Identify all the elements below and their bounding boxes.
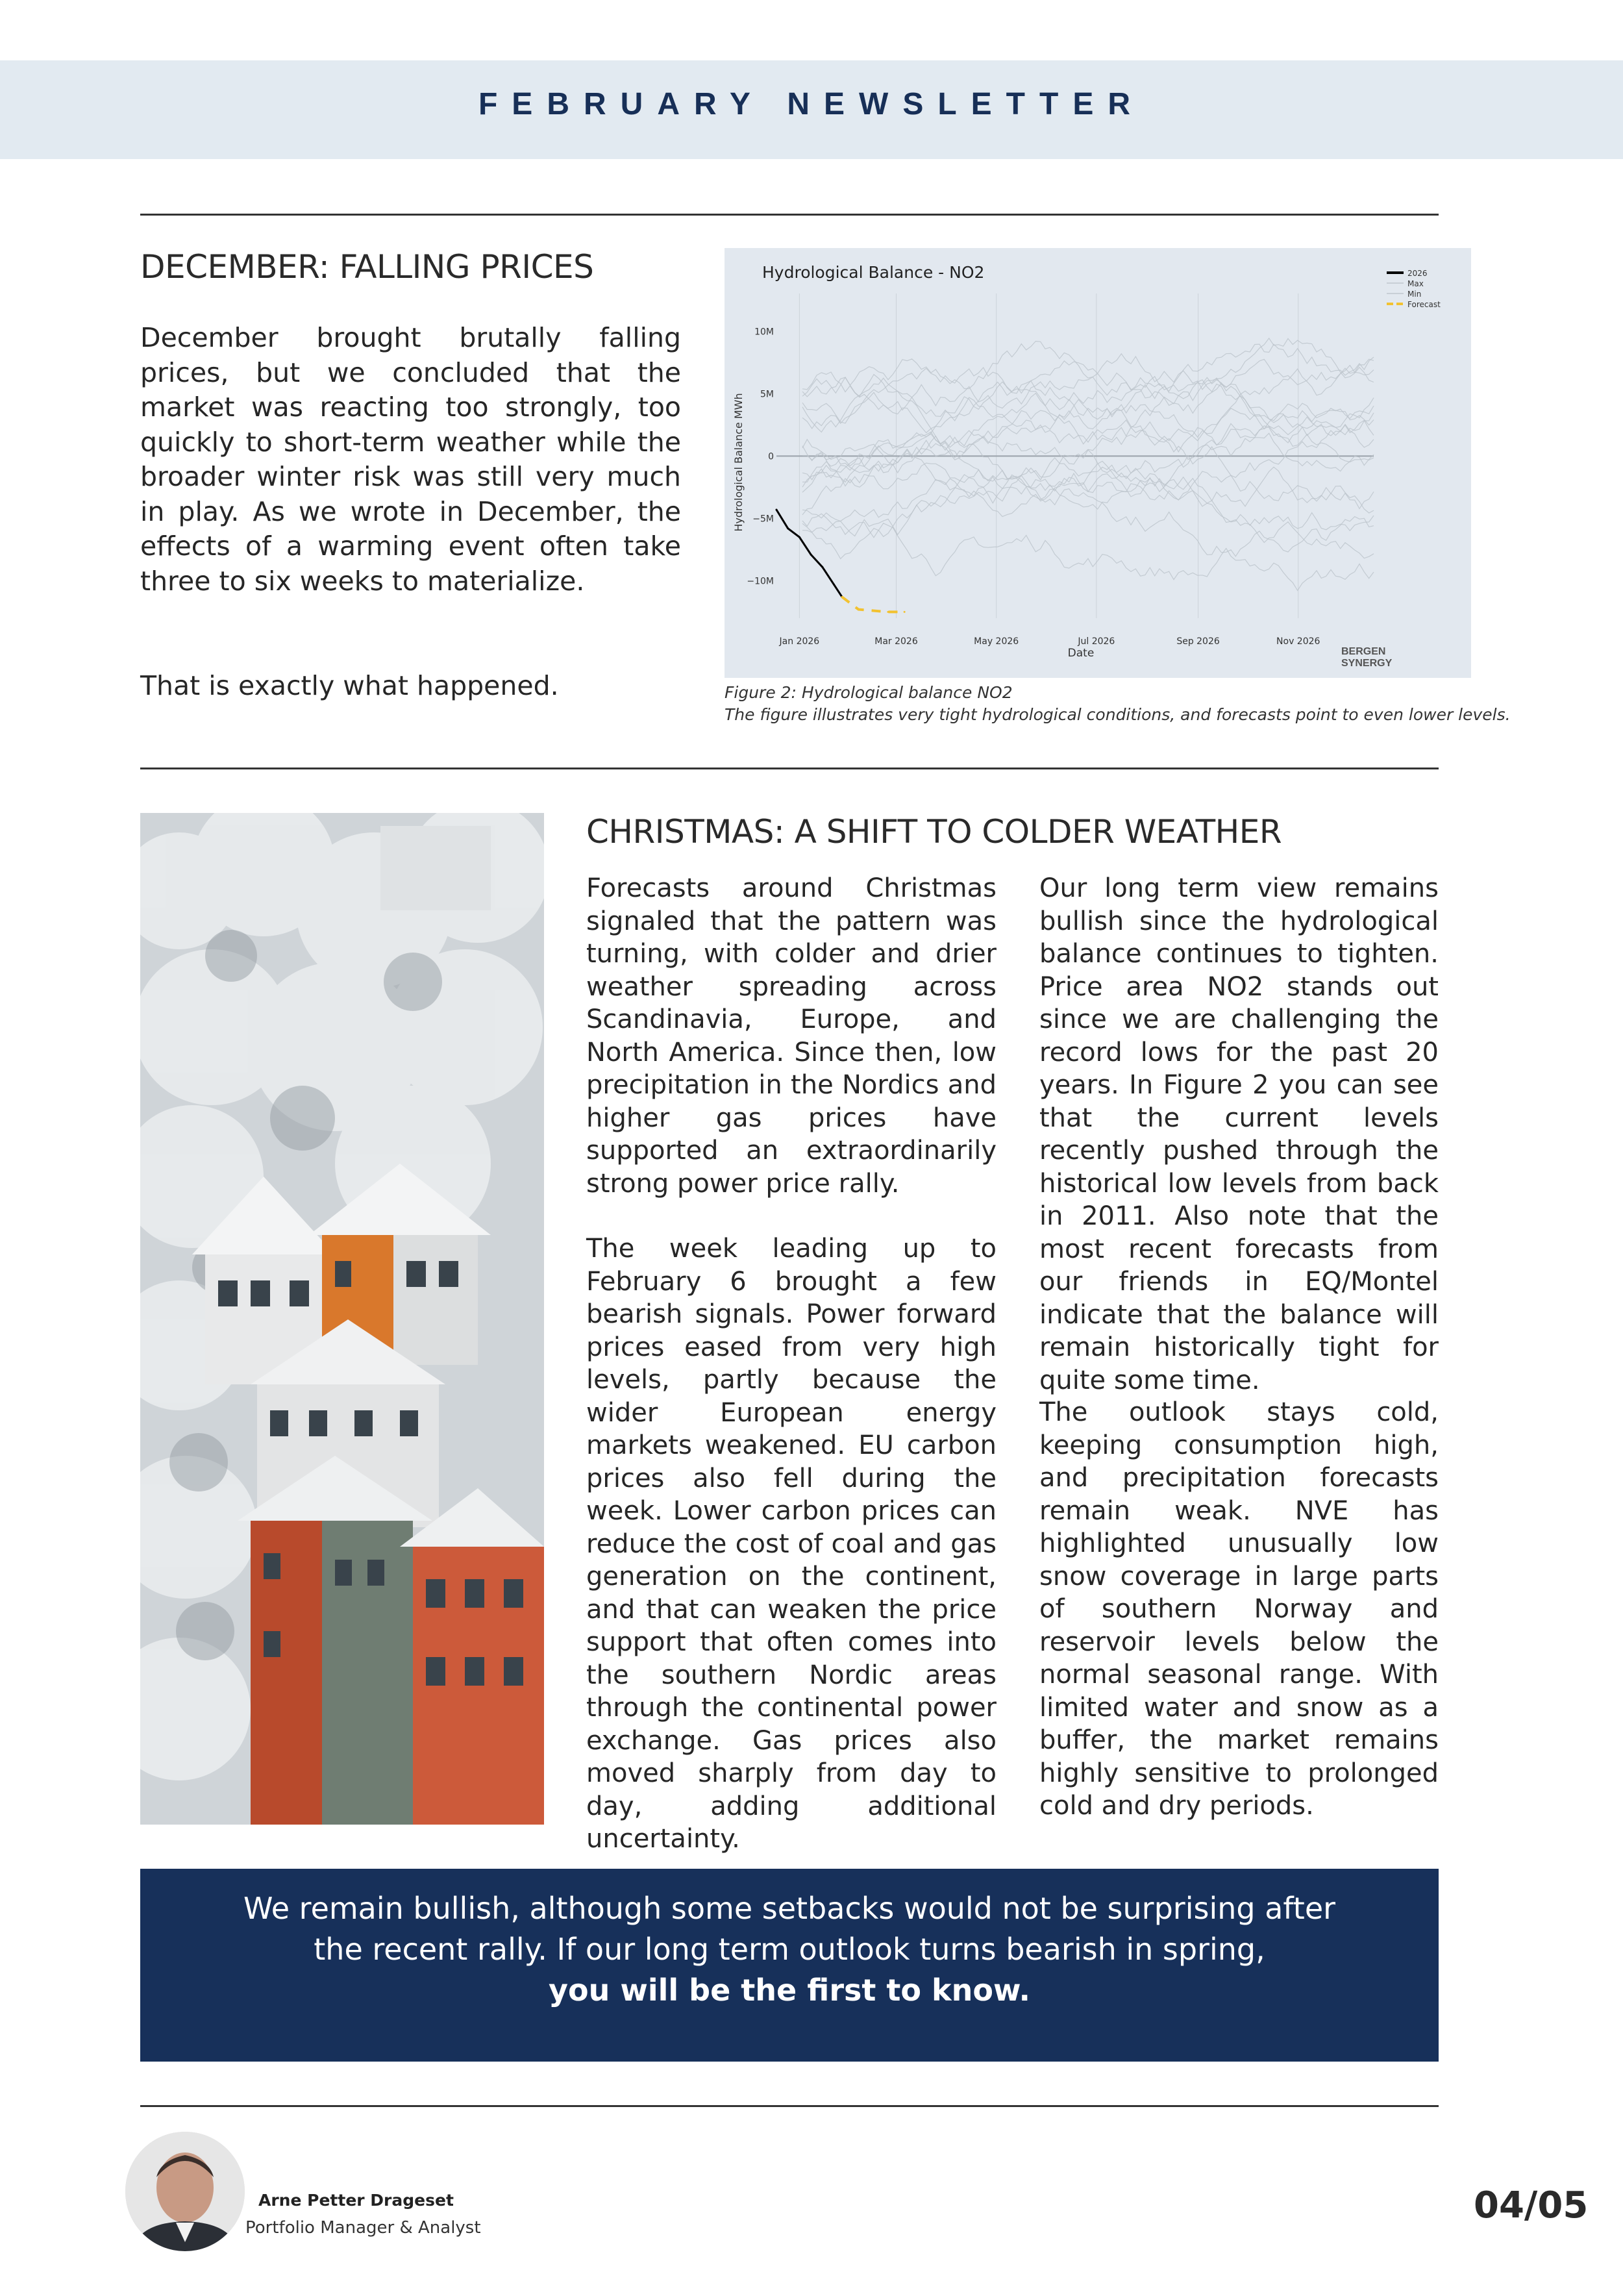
logo-bergen: BERGEN: [1341, 646, 1386, 657]
forecast-series-line: [842, 597, 904, 612]
section2-col2-paragraph1: Our long term view remains bullish since the hydrological balance continues to tighten. Price area NO2 stands out since we are challenging the record lows for the past 20 years. In Figure 2 you can see that the current levels recently pushed through the historical low levels from back in 2011. Also note that the most recent forecasts from our friends in EQ/Montel indicate that the balance will remain historically tight for quite some time.: [1039, 873, 1439, 1395]
history-line: [802, 354, 1374, 482]
figure-caption-text: The figure illustrates very tight hydrological conditions, and forecasts point to even lower levels.: [725, 705, 1511, 724]
section2-col1-paragraph2: The week leading up to February 6 brought a few bearish signals. Power forward prices eased from very high levels, partly because the wider European energy markets weakened. EU carbon prices also fell during the week. Lower carbon prices can reduce the cost of coal and gas generation on the continent, and that can weaken the price support that often comes into the southern Nordic areas through the continental power exchange. Gas prices also moved sharply from day to day, adding additional uncertainty.: [586, 1234, 997, 1854]
series-point: [904, 611, 906, 613]
chart-legend: [1387, 269, 1441, 309]
quote-line-3: you will be the first to know.: [549, 1973, 1030, 2008]
history-line: [802, 450, 1374, 558]
history-line: [802, 422, 1374, 492]
legend-label: 2026: [1407, 269, 1428, 278]
y-tick-label: 10M: [754, 327, 774, 338]
section2-col1-paragraph1: Forecasts around Christmas signaled that the pattern was turning, with colder and drier weather spreading across Scandinavia, Europe, and North America. Since then, low precipitation in the Nordics and higher gas prices have supported an extraordinarily strong power price rally.: [586, 873, 997, 1199]
divider: [140, 214, 1439, 216]
chart-title: Hydrological Balance - NO2: [762, 263, 985, 282]
divider: [140, 2105, 1439, 2107]
bullish-quote-box: [140, 1869, 1439, 2062]
section1-conclusion: That is exactly what happened.: [140, 670, 559, 701]
winter-houses-photo: [140, 813, 544, 1825]
photo-illustration: [140, 813, 544, 1825]
history-line: [802, 342, 1374, 425]
section1-paragraph: December brought brutally falling prices, but we concluded that the market was reacting too strongly, too quickly to short-term weather while the broader winter risk was still very much in play. As we wrote in December, the effects of a warming event often take three to six weeks to materialize.: [140, 322, 681, 597]
history-line: [802, 440, 1374, 556]
series-point: [821, 566, 823, 568]
history-line: [802, 393, 1374, 480]
series-point: [776, 508, 778, 510]
chart-svg: [725, 248, 1471, 678]
page-number: 04/05: [1474, 2184, 1589, 2227]
series-point: [810, 554, 812, 556]
author-role: Portfolio Manager & Analyst: [245, 2218, 481, 2238]
series-point: [787, 527, 789, 529]
series-point: [841, 596, 843, 598]
x-axis-label: Date: [1067, 647, 1095, 660]
quote-line-2: the recent rally. If our long term outlook turns bearish in spring,: [314, 1932, 1265, 1967]
y-axis-label: Hydrological Balance MWh: [732, 393, 745, 532]
section-heading-christmas: CHRISTMAS: A SHIFT TO COLDER WEATHER: [586, 813, 1282, 851]
series-point: [833, 584, 835, 586]
legend-label: Max: [1407, 279, 1424, 288]
series-point: [873, 610, 874, 612]
x-tick-label: Nov 2026: [1276, 636, 1320, 647]
series-point: [858, 608, 860, 610]
y-tick-label: 0: [768, 451, 774, 462]
newsletter-title: FEBRUARY NEWSLETTER: [478, 87, 1145, 121]
x-tick-label: Jan 2026: [779, 636, 820, 647]
legend-label: Forecast: [1407, 300, 1441, 309]
series-point: [799, 536, 800, 538]
section2-col2-paragraph2: The outlook stays cold, keeping consumption high, and precipitation forecasts remain weak. NVE has highlighted unusually low snow coverage in large parts of southern Norway and reservoir levels below the normal seasonal range. With limited water and snow as a buffer, the market remains highly sensitive to prolonged cold and dry periods.: [1039, 1397, 1439, 1821]
figure-caption-title: Figure 2: Hydrological balance NO2: [725, 683, 1013, 702]
series-point: [887, 611, 889, 613]
historical-series: [802, 338, 1374, 591]
y-tick-label: −10M: [747, 576, 774, 587]
x-tick-label: May 2026: [974, 636, 1019, 647]
y-tick-label: 5M: [760, 389, 774, 400]
author-avatar: [125, 2132, 245, 2251]
logo-synergy: SYNERGY: [1341, 658, 1393, 669]
x-tick-label: Sep 2026: [1176, 636, 1220, 647]
author-name: Arne Petter Drageset: [258, 2191, 454, 2210]
x-tick-label: Jul 2026: [1078, 636, 1115, 647]
y-tick-label: −5M: [752, 514, 774, 525]
quote-line-1: We remain bullish, although some setbacks would not be surprising after: [243, 1891, 1336, 1926]
history-line: [802, 372, 1374, 435]
hydrological-balance-chart: [725, 248, 1471, 678]
section-heading-december: DECEMBER: FALLING PRICES: [140, 248, 594, 286]
bergen-synergy-logo: [1341, 646, 1393, 669]
legend-label: Min: [1407, 290, 1422, 299]
x-tick-label: Mar 2026: [874, 636, 918, 647]
divider: [140, 767, 1439, 769]
author-photo: [125, 2132, 245, 2251]
